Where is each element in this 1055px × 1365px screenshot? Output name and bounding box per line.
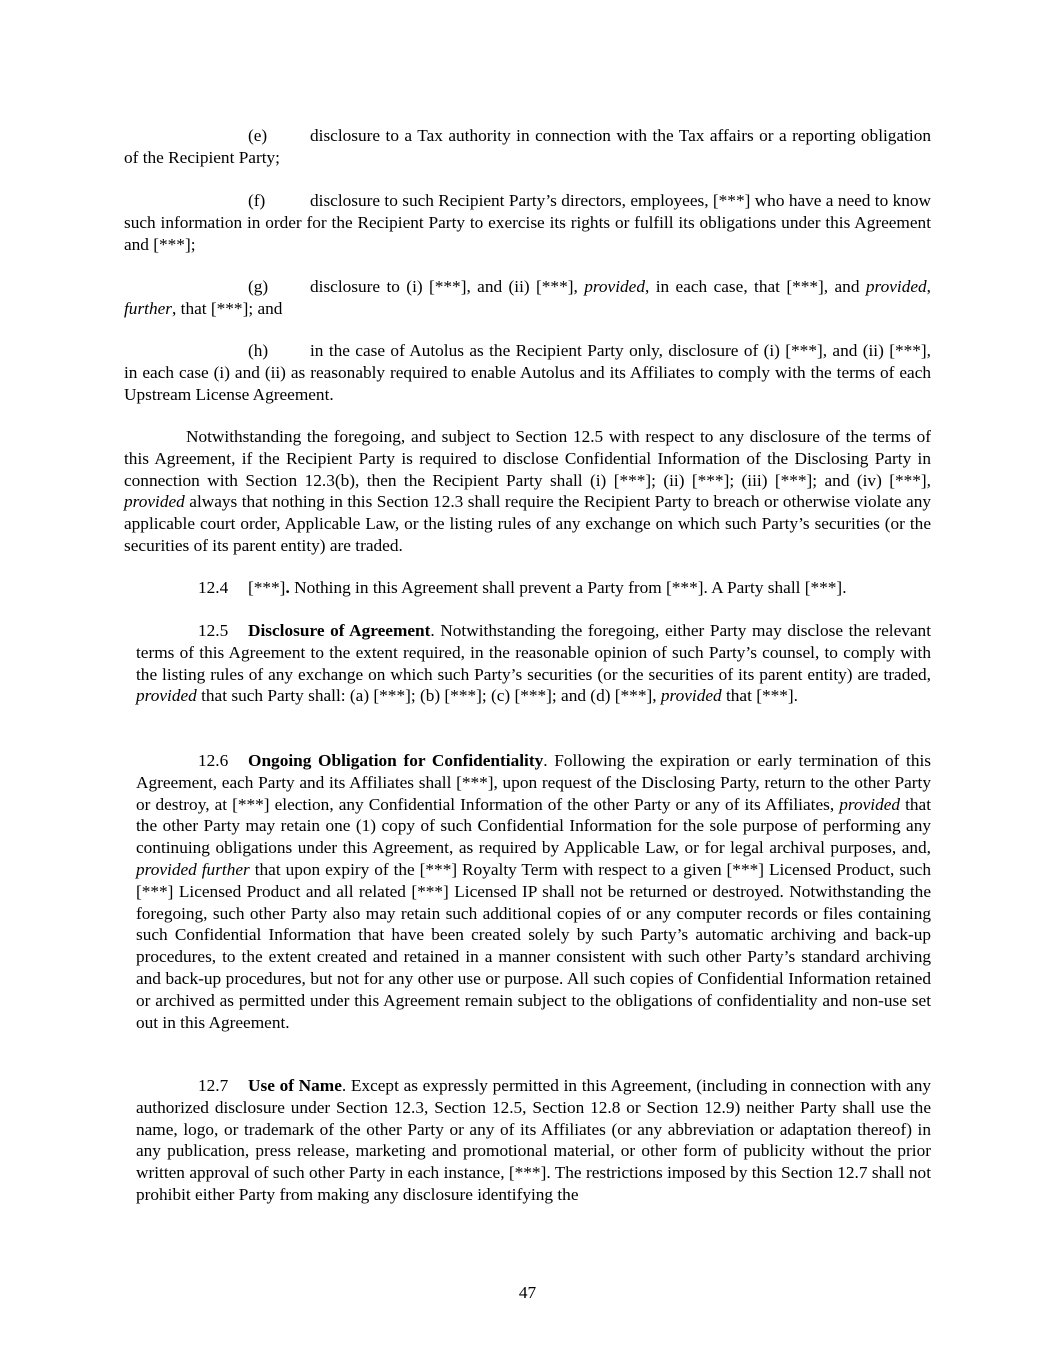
section-12-4: 12.4 [***]. Nothing in this Agreement shall prevent a Party from [***]. A Party shall [***].	[198, 578, 847, 597]
clause-h	[124, 340, 931, 405]
section-number: 12.7	[198, 1076, 229, 1095]
section-number: 12.6	[198, 751, 229, 770]
clause-number: (e)	[248, 126, 268, 145]
section-12-7: 12.7 Use of Name. Except as expressly permitted in this Agreement, (including in connection with any authorized disclosure under Section 12.3, Section 12.5, Section 12.8 or Section 12.9) neither Party shall use the name, logo, or trademark of the other Party or any of its Affiliates (or any abbreviation or adaptation thereof) in any publication, press release, marketing and promotional material, or other form of publicity without the prior written approval of such other Party in each instance, [***]. The restrictions imposed by this Section 12.7 shall not prohibit either Party from making any disclosure identifying the	[136, 1076, 931, 1204]
section-heading: [***]	[248, 578, 286, 597]
section-12-6: 12.6 Ongoing Obligation for Confidentiality. Following the expiration or early termination of this Agreement, each Party and its Affiliates shall [***], upon request of the Disclosing Party, return to the other Party or destroy, at [***] election, any Confidential Information of the other Party or any of its Affiliates, provided that the other Party may retain one (1) copy of such Confidential Information for the sole purpose of performing any continuing obligations under this Agreement, as required by Applicable Law, or for legal archival purposes, and, provided further that upon expiry of the [***] Royalty Term with respect to a given [***] Licensed Product, such [***] Licensed Product and all related [***] Licensed IP shall not be returned or destroyed. Notwithstanding the foregoing, such other Party also may retain such additional copies of or any computer records or files containing such Confidential Information that have been created solely by such Party’s automatic archiving and back-up procedures, to the extent created and retained in a manner consistent with such other Party’s standard archiving and back-up procedures, but not for any other use or purpose. All such copies of Confidential Information retained or archived as permitted under this Agreement remain subject to the obligations of confidentiality and non-use set out in this Agreement.	[136, 751, 932, 1032]
section-heading: Disclosure of Agreement	[248, 621, 431, 640]
section-heading: Ongoing Obligation for Confidentiality	[248, 751, 544, 770]
clause-text: in the case of Autolus as the Recipient Party only, disclosure of (i) [***], and (ii) [***], in each case (i) and (ii) as reasonably required to enable Autolus and its Affiliates to comply with the terms of each Upstream License Agreement.	[124, 341, 931, 404]
clause-number: (g)	[248, 277, 269, 296]
notwithstanding-paragraph: Notwithstanding the foregoing, and subject to Section 12.5 with respect to any disclosure of the terms of this Agreement, if the Recipient Party is required to disclose Confidential Information of the Disclosing Party in connection with Section 12.3(b), then the Recipient Party shall (i) [***]; (ii) [***]; (iii) [***]; and (iv) [***], provided always that nothing in this Section 12.3 shall require the Recipient Party to breach or otherwise violate any applicable court order, Applicable Law, or the listing rules of any exchange on which such Party’s securities (or the securities of its parent entity) are traded.	[124, 427, 931, 555]
section-number: 12.4	[198, 578, 229, 597]
clause-text: disclosure to such Recipient Party’s directors, employees, [***] who have a need to know such information in order for the Recipient Party to exercise its rights or fulfill its obligations under this Agreement and [***];	[124, 191, 931, 254]
clause-number: (f)	[248, 191, 266, 210]
section-12-5: 12.5 Disclosure of Agreement. Notwithstanding the foregoing, either Party may disclose the relevant terms of this Agreement to the extent required, in the reasonable opinion of such Party’s counsel, to comply with the listing rules of any exchange on which such Party’s securities (or the securities of its parent entity) are traded, provided that such Party shall: (a) [***]; (b) [***]; (c) [***]; and (d) [***], provided that [***].	[136, 621, 931, 706]
clause-g: (g) disclosure to (i) [***], and (ii) [***], provided, in each case, that [***], and provided, further, that [***]; and	[124, 277, 931, 318]
clause-number: (h)	[248, 341, 269, 360]
section-heading: Use of Name	[248, 1076, 342, 1095]
clause-text: disclosure to a Tax authority in connection with the Tax affairs or a reporting obligation of the Recipient Party;	[124, 126, 931, 167]
clause-f	[124, 190, 931, 255]
clause-e	[124, 125, 931, 169]
section-number: 12.5	[198, 621, 229, 640]
page-number: 47	[518, 1283, 537, 1302]
